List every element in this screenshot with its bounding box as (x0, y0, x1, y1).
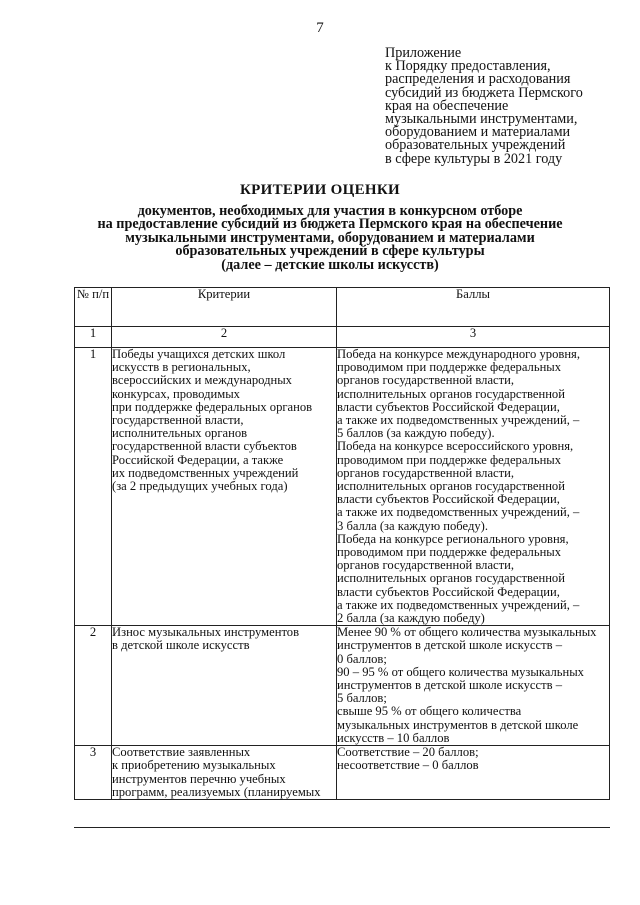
score-line: исполнительных органов государственной (337, 479, 565, 494)
score-line: проводимом при поддержке федеральных (337, 545, 562, 560)
table-row (75, 626, 610, 746)
score-line: 90 – 95 % от общего количества музыкальных (337, 664, 584, 679)
page-number: 7 (316, 20, 324, 36)
table-row (75, 348, 610, 626)
score-line: Победа на конкурсе регионального уровня, (337, 531, 569, 546)
column-index: 3 (337, 327, 610, 348)
criteria-line: их подведомственных учреждений (112, 465, 299, 480)
criteria-line: Износ музыкальных инструментов (112, 625, 300, 640)
table-bottom-border (74, 827, 610, 828)
score-line: искусств – 10 баллов (337, 730, 450, 745)
score-line: а также их подведомственных учреждений, – (337, 505, 580, 520)
appendix-line: в сфере культуры в 2021 году (385, 150, 563, 167)
table-row (75, 746, 610, 800)
criteria-line: в детской школе искусств (112, 638, 250, 653)
column-index-row (75, 327, 610, 348)
score-line: а также их подведомственных учреждений, – (337, 597, 580, 612)
score-line: 0 баллов; (337, 651, 387, 666)
criteria-line: Победы учащихся детских школ (112, 347, 286, 361)
appendix-line: субсидий из бюджета Пермского (385, 84, 583, 101)
appendix-line: образовательных учреждений (385, 137, 566, 154)
score-line: 3 балла (за каждую победу). (337, 518, 488, 533)
appendix-line: распределения и расходования (385, 71, 571, 88)
score-line: несоответствие – 0 баллов (337, 758, 479, 773)
appendix-line: музыкальными инструментами, (385, 111, 578, 128)
subtitle-line: музыкальными инструментами, оборудованием и материалами (125, 229, 535, 246)
criteria-line: всероссийских и международных (112, 373, 292, 388)
subtitle-line: (далее – детские школы искусств) (221, 256, 439, 273)
score-line: власти субъектов Российской Федерации, (337, 492, 560, 507)
row-score (337, 348, 610, 626)
row-number: 2 (75, 626, 112, 746)
row-criteria (112, 348, 337, 626)
score-line: органов государственной власти, (337, 558, 515, 573)
score-line: Победа на конкурсе всероссийского уровня, (337, 439, 574, 454)
criteria-line: к приобретению музыкальных (112, 758, 276, 773)
score-line: власти субъектов Российской Федерации, (337, 584, 560, 599)
criteria-table (74, 287, 610, 800)
appendix-note (385, 47, 635, 166)
row-score (337, 626, 610, 746)
score-line: свыше 95 % от общего количества (337, 704, 522, 719)
appendix-line: Приложение (385, 45, 462, 61)
score-line: проводимом при поддержке федеральных (337, 360, 562, 375)
score-line: 2 балла (за каждую победу) (337, 611, 485, 626)
row-number: 1 (75, 348, 112, 626)
score-line: Победа на конкурсе международного уровня, (337, 347, 580, 361)
document-subtitle (60, 205, 600, 272)
row-criteria (112, 746, 337, 800)
document-title: КРИТЕРИИ ОЦЕНКИ (239, 182, 400, 198)
column-index: 1 (75, 327, 112, 348)
subtitle-line: на предоставление субсидий из бюджета Пермского края на обеспечение (97, 216, 563, 233)
score-line: органов государственной власти, (337, 465, 515, 480)
criteria-line: конкурсах, проводимых (112, 386, 240, 401)
score-line: а также их подведомственных учреждений, – (337, 413, 580, 428)
criteria-line: инструментов перечню учебных (112, 771, 286, 786)
appendix-line: оборудованием и материалами (385, 124, 571, 141)
score-line: музыкальных инструментов в детской школе (337, 717, 579, 732)
criteria-line: программ, реализуемых (планируемых (112, 784, 321, 799)
row-criteria (112, 626, 337, 746)
score-line: власти субъектов Российской Федерации, (337, 399, 560, 414)
criteria-line: искусств в региональных, (112, 360, 251, 375)
table-header-row (75, 288, 610, 327)
subtitle-line: документов, необходимых для участия в конкурсном отборе (137, 203, 523, 219)
criteria-line: (за 2 предыдущих учебных года) (112, 479, 288, 494)
score-line: проводимом при поддержке федеральных (337, 452, 562, 467)
score-line: исполнительных органов государственной (337, 386, 565, 401)
criteria-line: Соответствие заявленных (112, 745, 251, 760)
subtitle-line: образовательных учреждений в сфере культуры (175, 243, 485, 260)
criteria-line: государственной власти субъектов (112, 439, 297, 454)
score-line: 5 баллов; (337, 691, 387, 706)
criteria-line: исполнительных органов (112, 426, 248, 441)
column-index: 2 (112, 327, 337, 348)
criteria-line: государственной власти, (112, 413, 244, 428)
score-line: исполнительных органов государственной (337, 571, 565, 586)
score-line: 5 баллов (за каждую победу). (337, 426, 495, 441)
criteria-line: Российской Федерации, а также (112, 452, 284, 467)
row-number: 3 (75, 746, 112, 800)
score-line: инструментов в детской школе искусств – (337, 678, 562, 693)
header-number: № п/п (75, 288, 112, 327)
criteria-line: при поддержке федеральных органов (112, 399, 313, 414)
score-line: Менее 90 % от общего количества музыкальных (337, 625, 597, 640)
appendix-line: края на обеспечение (385, 97, 509, 114)
score-line: инструментов в детской школе искусств – (337, 638, 562, 653)
header-criteria: Критерии (112, 288, 337, 327)
header-score: Баллы (337, 288, 610, 327)
row-score (337, 746, 610, 800)
appendix-line: к Порядку предоставления, (385, 58, 551, 75)
score-line: Соответствие – 20 баллов; (337, 745, 479, 760)
score-line: органов государственной власти, (337, 373, 515, 388)
